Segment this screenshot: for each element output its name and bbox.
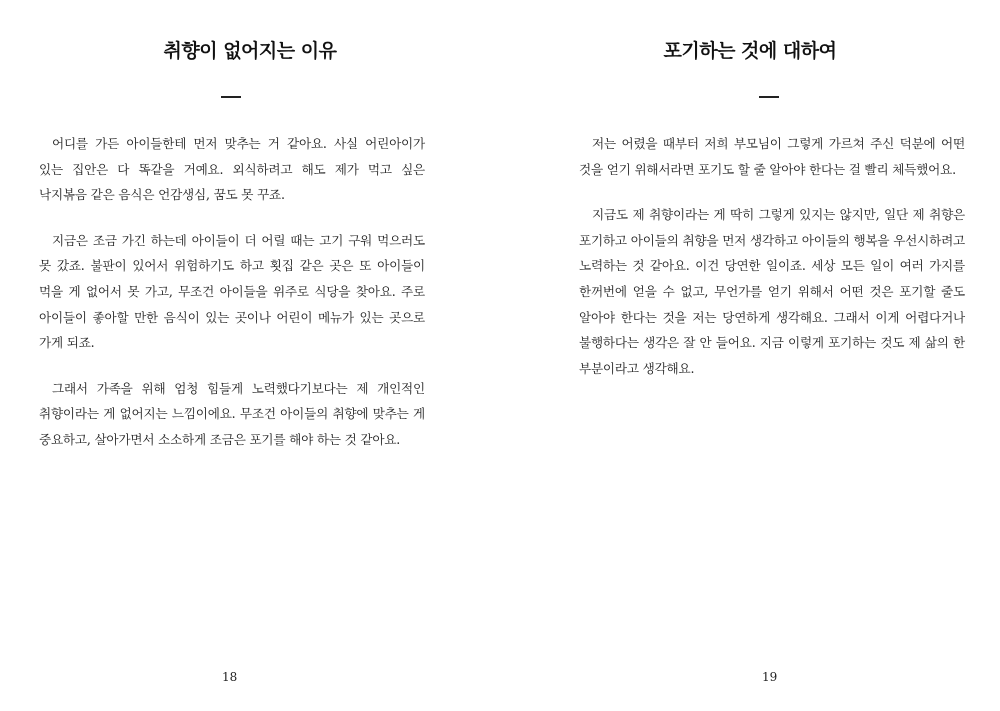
page-number: 19 (762, 670, 778, 684)
page-number: 18 (222, 670, 238, 684)
right-page (500, 0, 1000, 711)
page-title: 취향이 없어지는 이유 (163, 40, 337, 62)
paragraph: 지금도 제 취향이라는 게 딱히 그렇게 있지는 않지만, 일단 제 취향은 포기하고 아이들의 취향을 먼저 생각하고 아이들의 행복을 우선시하려고 노력하는 것 같아요. 이건 당연한 일이죠. 세상 모든 일이 여러 가지를 한꺼번에 얻을 수 없고, 무언가를 얻기 위해서 어떤 것은 포기할 줄도 알아야 한다는 것을 저는 당연하게 생각해요. 그래서 이게 어렵다거나 불행하다는 생각은 잘 안 들어요. 지금 이렇게 포기하는 것도 제 삶의 한 부분이라고 생각해요. (579, 207, 965, 376)
page-title: 포기하는 것에 대하여 (663, 40, 837, 62)
title-divider (759, 96, 779, 98)
paragraph: 어디를 가든 아이들한테 먼저 맞추는 거 같아요. 사실 어린아이가 있는 집안은 다 똑같을 거예요. 외식하려고 해도 제가 먹고 싶은 낙지볶음 같은 음식은 언감생심, 꿈도 못 꾸죠. (39, 136, 425, 203)
paragraph: 지금은 조금 가긴 하는데 아이들이 더 어릴 때는 고기 구워 먹으러도 못 갔죠. 불판이 있어서 위험하기도 하고 횟집 같은 곳은 또 아이들이 먹을 게 없어서 못 가고, 무조건 아이들을 위주로 식당을 찾아요. 주로 아이들이 좋아할 만한 음식이 있는 곳이나 어린이 메뉴가 있는 곳으로 가게 되죠. (39, 232, 425, 351)
title-divider (221, 96, 241, 98)
body-text (579, 131, 965, 401)
paragraph: 그래서 가족을 위해 엄청 힘들게 노력했다기보다는 제 개인적인 취향이라는 게 없어지는 느낌이에요. 무조건 아이들의 취향에 맞추는 게 중요하고, 살아가면서 소소하게 조금은 포기를 해야 하는 것 같아요. (39, 380, 425, 447)
body-text (39, 131, 425, 473)
paragraph: 저는 어렸을 때부터 저희 부모님이 그렇게 가르쳐 주신 덕분에 어떤 것을 얻기 위해서라면 포기도 할 줄 알아야 한다는 걸 빨리 체득했어요. (579, 136, 965, 177)
